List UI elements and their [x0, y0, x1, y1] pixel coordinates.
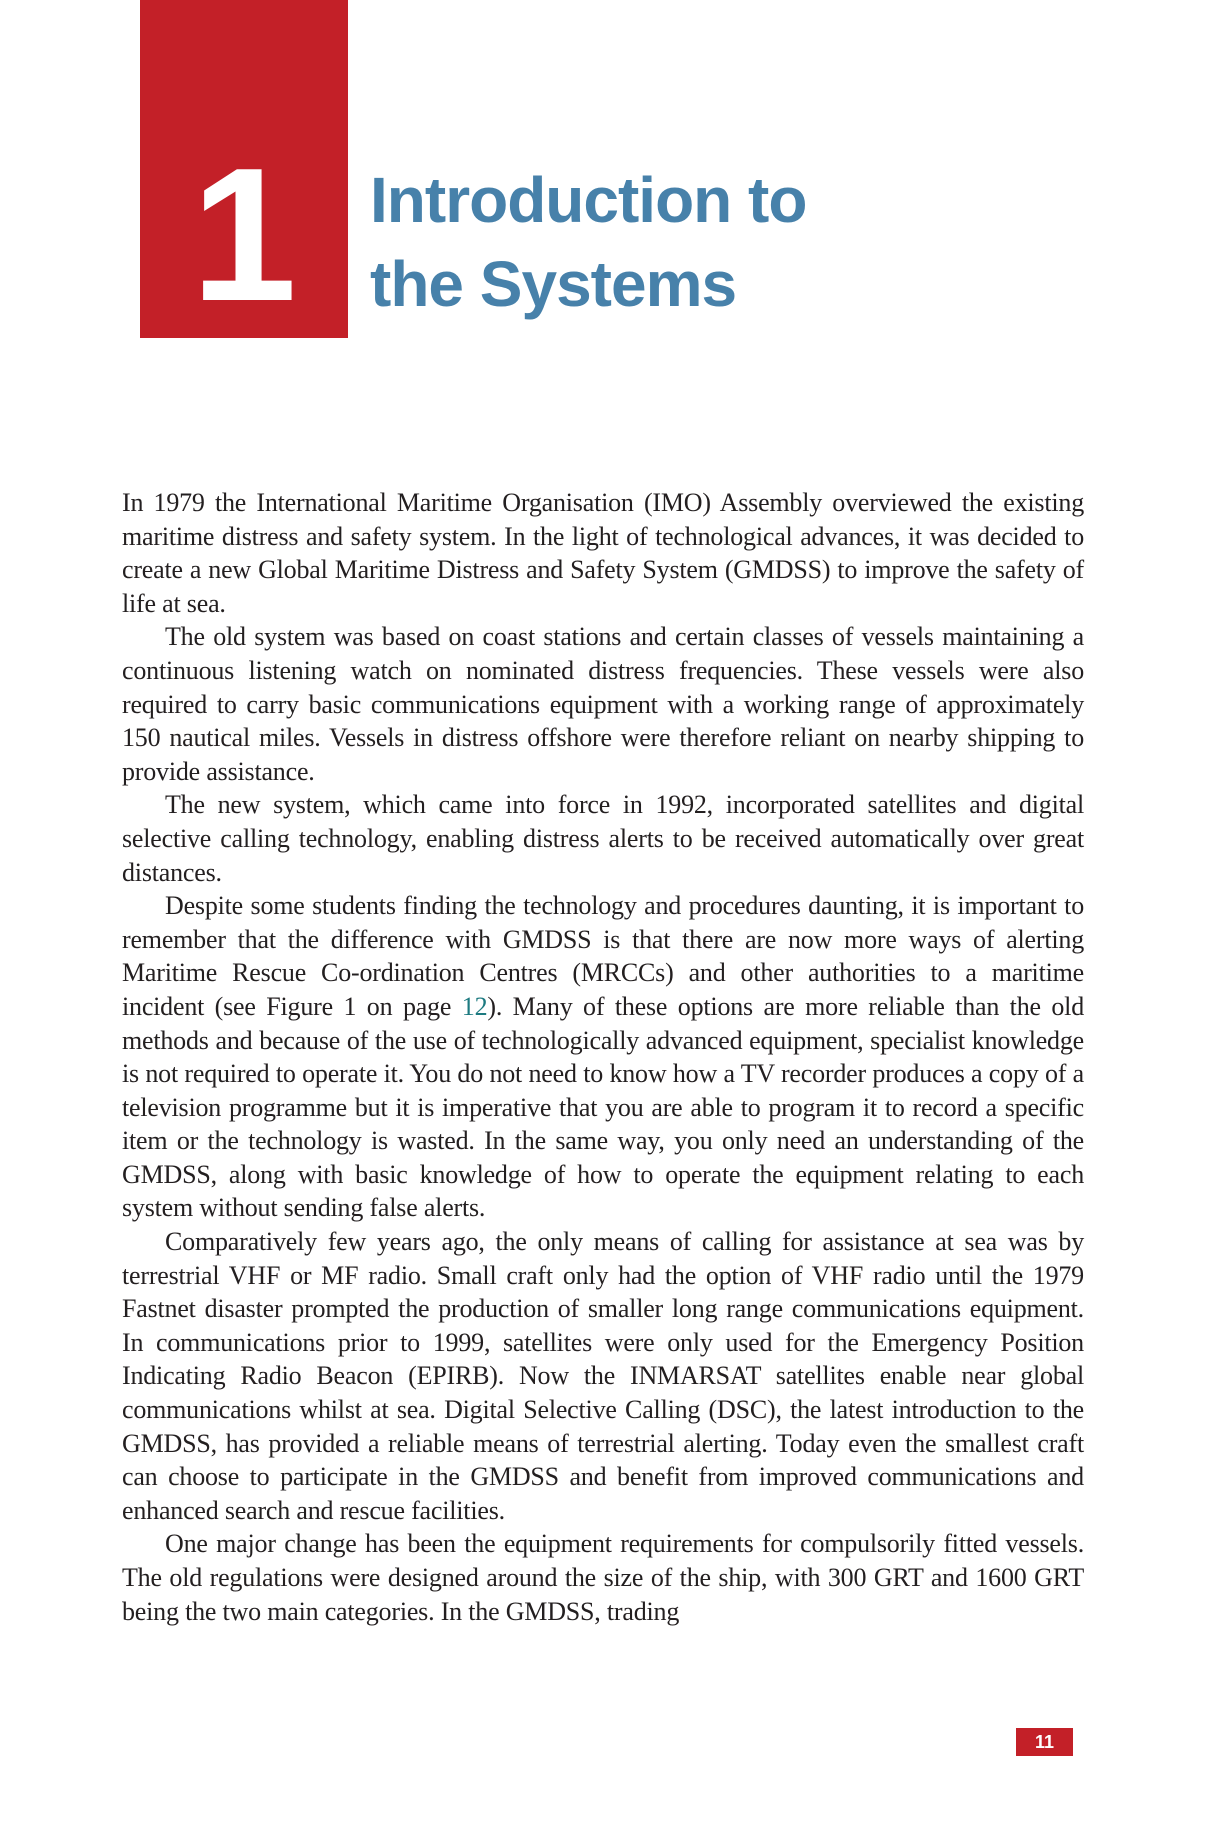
text-run: In 1979 the International Maritime Organisation (IMO) Assembly overviewed the existing maritime distress and safety system. In the light of technological advances, it was decided to create a new Global Maritime Distress and Safety System (GMDSS) to improve the safety of life at sea.	[122, 488, 1084, 618]
text-run: Comparatively few years ago, the only means of calling for assistance at sea was by terrestrial VHF or MF radio. Small craft only had the option of VHF radio until the 1979 Fastnet disaster prompted the production of smaller long range communications equipment. In communications prior to 1999, satellites were only used for the Emergency Position Indicating Radio Beacon (EPIRB). Now the INMARSAT satellites enable near global communications whilst at sea. Digital Selective Calling (DSC), the latest introduction to the GMDSS, has provided a reliable means of terrestrial alerting. Today even the smallest craft can choose to participate in the GMDSS and benefit from improved communications and enhanced search and rescue facilities.	[122, 1227, 1084, 1525]
page-number-badge	[1016, 1728, 1073, 1756]
page-number: 11	[1034, 1731, 1055, 1752]
chapter-number-block	[140, 0, 348, 341]
chapter-number: 1	[191, 129, 297, 341]
body-paragraph	[122, 1225, 1084, 1527]
body-text	[122, 486, 1084, 1628]
body-paragraph	[122, 788, 1084, 889]
body-paragraph	[122, 620, 1084, 788]
body-paragraph	[122, 889, 1084, 1225]
chapter-title-line2: the Systems	[370, 248, 737, 320]
body-paragraph	[122, 486, 1084, 620]
text-run: The old system was based on coast stations and certain classes of vessels maintaining a continuous listening watch on nominated distress frequencies. These vessels were also required to carry basic communications equipment with a working range of approximately 150 nautical miles. Vessels in distress offshore were therefore reliant on nearby shipping to provide assistance.	[122, 622, 1084, 786]
text-run: Despite some students finding the technology and procedures daunting, it is important to remember that the difference with GMDSS is that there are now more ways of alerting Maritime Rescue Co-ordination Centres (MRCCs) and other authorities to a maritime incident (see Figure 1 on page	[122, 891, 1084, 1021]
page-12-link[interactable]: 12	[461, 991, 488, 1021]
chapter-title-line1: Introduction to	[370, 164, 807, 236]
text-run: One major change has been the equipment requirements for compulsorily fitted vessels. The old regulations were designed around the size of the ship, with 300 GRT and 1600 GRT being the two main categories. In the GMDSS, trading	[122, 1529, 1084, 1626]
chapter-title	[370, 158, 806, 326]
body-paragraph	[122, 1527, 1084, 1628]
text-run: The new system, which came into force in 1992, incorporated satellites and digital selective calling technology, enabling distress alerts to be received automatically over great distances.	[122, 790, 1084, 887]
text-run: ). Many of these options are more reliable than the old methods and because of the use of technologically advanced equipment, specialist knowledge is not required to operate it. You do not need to know how a TV recorder produces a copy of a television programme but it is imperative that you are able to program it to record a specific item or the technology is wasted. In the same way, you only need an understanding of the GMDSS, along with basic knowledge of how to operate the equipment relating to each system without sending false alerts.	[122, 991, 1085, 1223]
